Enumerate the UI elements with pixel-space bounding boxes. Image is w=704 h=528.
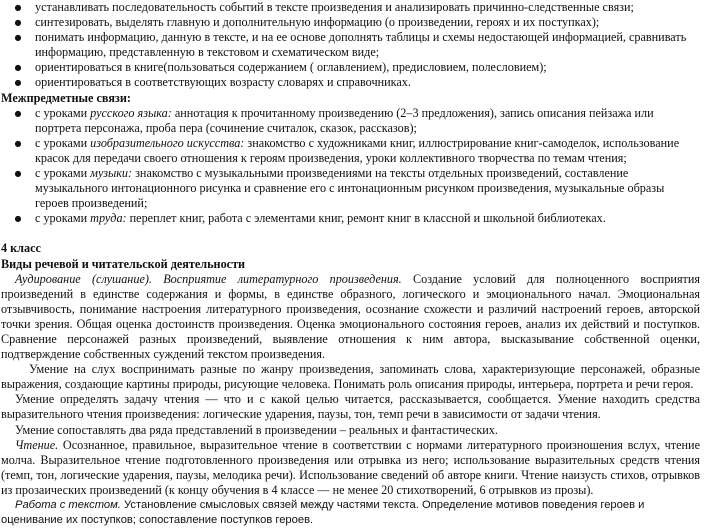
bullet-icon: ● — [14, 108, 22, 118]
paragraph-reading-task: Умение определять задачу чтения — что и с какой целью читается, рассказывается, сообщается. Умение находить средства выразительного чтения произведения: логические ударения, паузы, тон, темп речи в зависимости от задачи чтения. — [1, 392, 700, 422]
paragraph-text-work: Работа с текстом. Установление смысловых связей между частями текста. Определение мотивов поведения героев и оценивание их поступков; сопоставление поступков героев. — [1, 499, 645, 527]
meta-heading: Межпредметные связи: — [1, 90, 131, 105]
bullet-icon: ● — [14, 78, 22, 88]
paragraph-perception: Умение на слух воспринимать разные по жанру произведения, запоминать слова, характеризующие персонажей, образные выражения, создающие картины природы, рисующие человека. Понимать роль описания природы, интерьера, портрета и речи героя. — [1, 362, 700, 392]
paragraph-reading: Чтение. Осознанное, правильное, выразительное чтение в соответствии с нормами литературного произношения вслух, чтение молча. Выразительное чтение подготовленного произведения или отрывка из него; использование выразительных средств чтения (темп, тон, логические ударения, паузы, мелодика речи). Использование сведений об авторе книги. Чтение наизусть стихов, отрывков из прозаических произведений (к концу обучения в 4 классе — не менее 20 стихотворений, 6 отрывков из прозы). — [1, 437, 700, 497]
bullet-icon: ● — [14, 18, 22, 28]
spacer — [0, 226, 704, 241]
bullet-icon: ● — [14, 169, 22, 179]
bullet-icon: ● — [14, 63, 22, 73]
grade-heading: 4 класс — [1, 241, 41, 256]
list-item: ● синтезировать, выделять главную и дополнительную информацию (о произведении, героях и их поступках); — [14, 15, 600, 30]
bullet-icon: ● — [14, 33, 22, 43]
bullet-icon: ● — [14, 138, 22, 148]
list-item: ● с уроками музыки: знакомство с музыкальными произведениями на тексты отдельных произведений, составление музыкального интонационного рисунка и сравнение его с интонационным рисунком произведения, музыкальные образы героев произведений; — [14, 166, 665, 211]
list-item: ● понимать информацию, данную в тексте, и на ее основе дополнять таблицы и схемы недостающей информацией, сравнивать информацию, представленную в текстовом и схематическом виде; — [14, 30, 687, 60]
list-item: ● с уроками изобразительного искусства: знакомство с художниками книг, иллюстрирование книг-самоделок, использование красок для передачи своего отношения к героям произведения, уроки коллективного творчества по темам чтения; — [14, 135, 680, 165]
paragraph-listening: Аудирование (слушание). Восприятие литературного произведения. Создание условий для полноценного восприятия произведений в единстве содержания и формы, в единстве образного, логического и эмоционального начал. Эмоциональная отзывчивость, понимание настроения литературного произведения, осознание схожести и различий настроений героев, авторской точки зрения. Общая оценка достоинств произведения. Оценка эмоционального состояния героев, анализ их действий и поступков. Сравнение персонажей разных произведений, выявление отношения к ним автора, высказывание собственной оценки, подтверждение собственных суждений текстом произведения. — [1, 271, 701, 362]
list-item: ● ориентироваться в соответствующих возрасту словарях и справочниках. — [14, 75, 411, 90]
skills-list — [0, 0, 704, 91]
list-item: ● устанавливать последовательность событий в тексте произведения и анализировать причинно-следственные связи; — [14, 0, 634, 14]
list-item: ● ориентироваться в книге(пользоваться содержанием ( оглавлением), предисловием, полесловием); — [14, 60, 547, 75]
list-item: ● с уроками русского языка: аннотация к прочитанному произведению (2–3 предложения), запись описания пейзажа или портрета персонажа, проба пера (сочинение считалок, сказок, рассказов); — [14, 105, 654, 135]
meta-list — [0, 106, 704, 227]
bullet-icon: ● — [14, 3, 22, 12]
bullet-icon: ● — [14, 214, 22, 224]
list-item: ● с уроками труда: переплет книг, работа с элементами книг, ремонт книг в классной и школьной библиотеках. — [14, 211, 606, 226]
section-heading: Виды речевой и читательской деятельности — [1, 256, 246, 271]
paragraph-comparison: Умение сопоставлять два ряда представлений в произведении – реальных и фантастических. — [15, 422, 498, 437]
